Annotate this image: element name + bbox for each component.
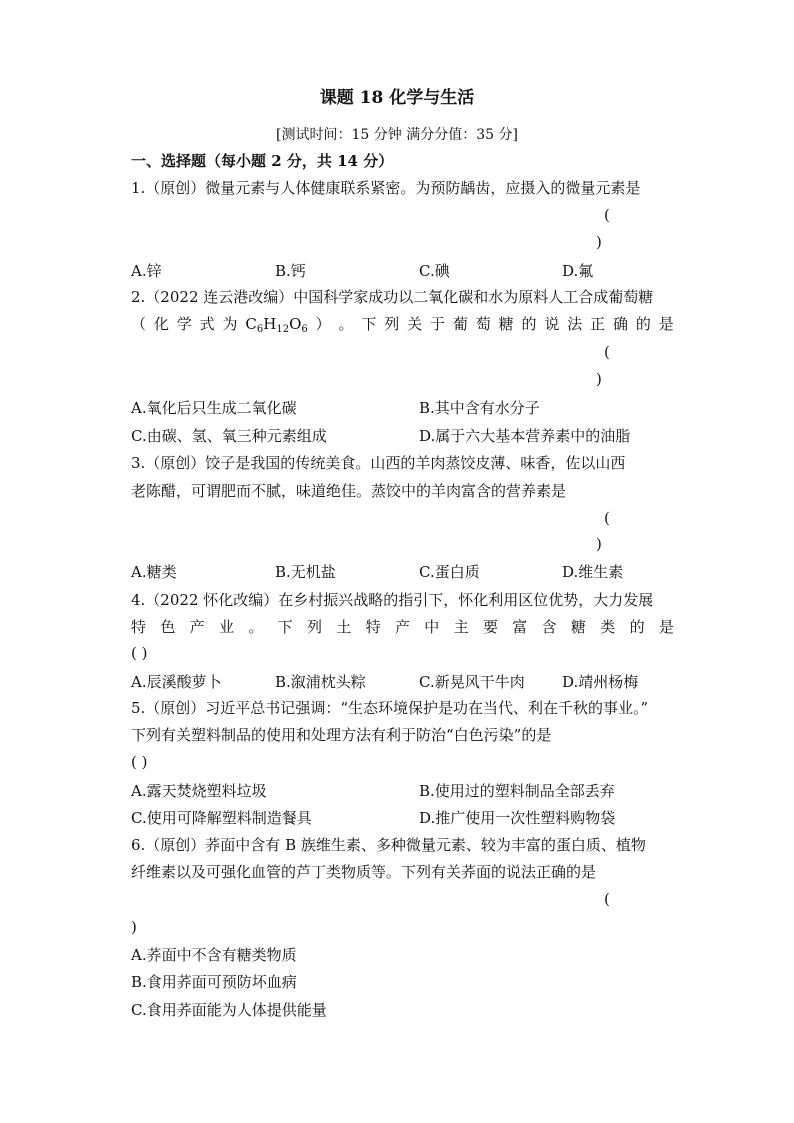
q2-char: 正: [590, 315, 606, 333]
q4-char: 业: [218, 618, 234, 636]
q4-char: 类: [600, 618, 616, 636]
q2-stem-line2: [131, 314, 674, 334]
q2-char: 学: [176, 315, 192, 333]
q5-option-d: D.推广使用一次性塑料购物袋: [419, 809, 616, 827]
q1-option-d: D.氟: [562, 262, 594, 280]
q2-option-d: D.属于六大基本营养素中的油脂: [419, 427, 631, 445]
q4-stem-line2: [131, 617, 674, 637]
q4-char: 下: [277, 618, 293, 636]
q1-option-b: B.钙: [275, 262, 306, 280]
q4-char: 。: [248, 618, 264, 636]
q5-option-c: C.使用可降解塑料制造餐具: [131, 809, 312, 827]
q4-char: 糖: [570, 618, 586, 636]
q4-char: 特: [365, 618, 381, 636]
q2-char: 为: [222, 315, 238, 333]
q4-option-d: D.靖州杨梅: [562, 673, 639, 691]
q4-char: 是: [658, 618, 674, 636]
q4-char: 列: [306, 618, 322, 636]
q2-char: 于: [429, 315, 445, 333]
q1-paren-close: ): [596, 233, 602, 251]
q6-paren-open: (: [604, 890, 610, 908]
q2-char: 关: [407, 315, 423, 333]
section-heading: 一、选择题（每小题 2 分，共 14 分）: [131, 152, 394, 170]
q2-option-c: C.由碳、氢、氧三种元素组成: [131, 427, 327, 445]
q3-option-d: D.维生素: [562, 563, 624, 581]
q6-stem-line1: 6.（原创）荞面中含有 B 族维生素、多种微量元素、较为丰富的蛋白质、植物: [131, 836, 646, 854]
q2-char: ）: [315, 315, 331, 333]
q4-char: 的: [629, 618, 645, 636]
q4-option-b: B.溆浦枕头粽: [275, 673, 366, 691]
q3-stem-line2: 老陈醋，可谓肥而不腻，味道绝佳。蒸饺中的羊肉富含的营养素是: [131, 482, 567, 500]
q4-char: 特: [131, 618, 147, 636]
q6-option-a: A.荞面中不含有糖类物质: [131, 946, 297, 964]
q3-option-b: B.无机盐: [275, 563, 336, 581]
q5-option-a: A.露天焚烧塑料垃圾: [131, 782, 267, 800]
q4-char: 色: [160, 618, 176, 636]
q4-char: 含: [541, 618, 557, 636]
q2-char: 化: [153, 315, 169, 333]
q4-char: 主: [453, 618, 469, 636]
q2-char: 式: [199, 315, 215, 333]
q2-char: 的: [521, 315, 537, 333]
q2-char: 的: [635, 315, 651, 333]
q1-stem: 1.（原创）微量元素与人体健康联系紧密。为预防龋齿，应摄入的微量元素是: [131, 179, 641, 197]
q5-stem-line1: 5.（原创）习近平总书记强调：“生态环境保护是功在当代、利在千秋的事业。”: [131, 699, 649, 717]
q2-char: 。: [338, 315, 354, 333]
q2-paren-open: (: [604, 343, 610, 361]
q6-option-c: C.食用荞面能为人体提供能量: [131, 1001, 327, 1019]
q6-paren-close: ): [131, 918, 137, 936]
q4-char: 产: [394, 618, 410, 636]
q3-option-c: C.蛋白质: [419, 563, 480, 581]
test-info: [测试时间：15 分钟 满分分值：35 分]: [276, 127, 518, 143]
q4-char: 土: [336, 618, 352, 636]
q5-stem-line2: 下列有关塑料制品的使用和处理方法有利于防治“白色污染”的是: [131, 726, 552, 744]
q4-option-a: A.辰溪酸萝卜: [131, 673, 222, 691]
q2-char: 葡: [452, 315, 468, 333]
q5-answer-paren: ( ): [131, 753, 148, 771]
q2-char: 说: [544, 315, 560, 333]
q2-char: 糖: [498, 315, 514, 333]
q2-char: 是: [658, 315, 674, 333]
q2-stem-line1: 2.（2022 连云港改编）中国科学家成功以二氧化碳和水为原料人工合成葡萄糖: [131, 288, 654, 306]
q3-stem-line1: 3.（原创）饺子是我国的传统美食。山西的羊肉蒸饺皮薄、味香，佐以山西: [131, 454, 626, 472]
q4-char: 产: [189, 618, 205, 636]
q2-char: 确: [612, 315, 628, 333]
q1-option-a: A.锌: [131, 262, 162, 280]
page-title: 课题 18 化学与生活: [319, 88, 475, 108]
q1-paren-open: (: [604, 206, 610, 224]
q4-char: 要: [482, 618, 498, 636]
q4-option-c: C.新晃风干牛肉: [419, 673, 525, 691]
q3-paren-open: (: [604, 509, 610, 527]
q5-option-b: B.使用过的塑料制品全部丢弃: [419, 782, 615, 800]
q6-stem-line2: 纤维素以及可强化血管的芦丁类物质等。下列有关荞面的说法正确的是: [131, 863, 597, 881]
q4-stem-line1: 4.（2022 怀化改编）在乡村振兴战略的指引下，怀化利用区位优势，大力发展: [131, 591, 654, 609]
q2-char: 列: [384, 315, 400, 333]
q2-paren-close: ): [596, 370, 602, 388]
q4-answer-paren: ( ): [131, 644, 148, 662]
q3-option-a: A.糖类: [131, 563, 177, 581]
q1-option-c: C.碘: [419, 262, 450, 280]
q2-option-a: A.氧化后只生成二氧化碳: [131, 399, 297, 417]
q3-paren-close: ): [596, 535, 602, 553]
glucose-formula: $C_6H_{12}O_6$: [245, 315, 308, 335]
q2-char: 萄: [475, 315, 491, 333]
q2-char: 法: [567, 315, 583, 333]
q2-option-b: B.其中含有水分子: [419, 399, 540, 417]
q4-char: 富: [512, 618, 528, 636]
q2-char: （: [131, 315, 147, 333]
q4-char: 中: [424, 618, 440, 636]
q6-option-b: B.食用荞面可预防坏血病: [131, 973, 297, 991]
q2-char: 下: [361, 315, 377, 333]
